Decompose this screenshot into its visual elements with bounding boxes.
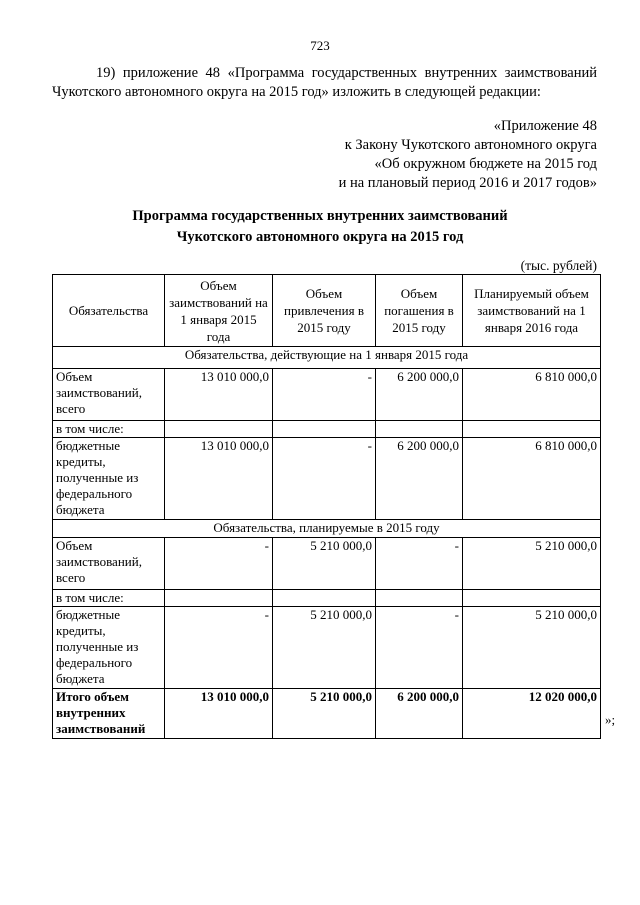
value-cell — [273, 421, 376, 438]
row-label: Объем заимствований, всего — [53, 538, 165, 590]
value-cell — [273, 590, 376, 607]
closing-quote-mark: »; — [605, 712, 616, 727]
value-cell: - — [165, 538, 273, 590]
title-line-2: Чукотского автономного округа на 2015 год — [176, 229, 464, 245]
value-cell: 5 210 000,0 — [463, 607, 601, 689]
section-heading: Обязательства, планируемые в 2015 году — [53, 520, 601, 538]
unit-note: (тыс. рублей) — [520, 258, 597, 273]
value-cell: - — [165, 607, 273, 689]
value-cell: 5 210 000,0 — [273, 538, 376, 590]
value-cell: 6 200 000,0 — [376, 369, 463, 421]
intro-line-2: Чукотского автономного округа на 2015 год» изложить в следующей редакции: — [52, 84, 541, 100]
annex-line-2: к Закону Чукотского автономного округа — [344, 137, 597, 153]
value-cell: - — [273, 438, 376, 520]
value-cell — [165, 421, 273, 438]
value-cell: 6 810 000,0 — [463, 369, 601, 421]
total-value: 12 020 000,0 — [463, 689, 601, 739]
table-row — [53, 421, 601, 438]
annex-line-4: и на плановый период 2016 и 2017 годов» — [338, 175, 597, 191]
page-number: 723 — [310, 38, 330, 53]
total-label: Итого объем внутренних заимствований — [53, 689, 165, 739]
value-cell: 6 200 000,0 — [376, 438, 463, 520]
annex-line-1: «Приложение 48 — [493, 118, 597, 134]
value-cell: - — [376, 538, 463, 590]
table-row — [53, 607, 601, 689]
value-cell: 5 210 000,0 — [463, 538, 601, 590]
total-value: 6 200 000,0 — [376, 689, 463, 739]
document-title — [0, 206, 640, 248]
value-cell: 13 010 000,0 — [165, 438, 273, 520]
total-value: 13 010 000,0 — [165, 689, 273, 739]
intro-line-1: 19) приложение 48 «Программа государственных внутренних заимствований — [96, 65, 597, 81]
table-row — [53, 369, 601, 421]
header-cell: Планируемый объем заимствований на 1 января 2016 года — [463, 275, 601, 347]
value-cell: 6 810 000,0 — [463, 438, 601, 520]
intro-paragraph — [52, 64, 597, 102]
annex-line-3: «Об окружном бюджете на 2015 год — [374, 156, 597, 172]
header-cell: Объем привлечения в 2015 году — [273, 275, 376, 347]
header-cell: Объем заимствований на 1 января 2015 года — [165, 275, 273, 347]
value-cell — [463, 590, 601, 607]
row-label: бюджетные кредиты, полученные из федерального бюджета — [53, 438, 165, 520]
row-label: Объем заимствований, всего — [53, 369, 165, 421]
total-row — [53, 689, 601, 739]
total-value: 5 210 000,0 — [273, 689, 376, 739]
value-cell: 5 210 000,0 — [273, 607, 376, 689]
header-cell: Объем погашения в 2015 году — [376, 275, 463, 347]
row-label: бюджетные кредиты, полученные из федерального бюджета — [53, 607, 165, 689]
row-label: в том числе: — [53, 590, 165, 607]
value-cell: - — [273, 369, 376, 421]
header-cell: Обязательства — [53, 275, 165, 347]
section-row — [53, 520, 601, 538]
value-cell — [463, 421, 601, 438]
table-row — [53, 590, 601, 607]
value-cell: 13 010 000,0 — [165, 369, 273, 421]
table-header-row — [53, 275, 601, 347]
value-cell — [376, 421, 463, 438]
value-cell: - — [376, 607, 463, 689]
section-row — [53, 347, 601, 369]
row-label: в том числе: — [53, 421, 165, 438]
table-row — [53, 438, 601, 520]
borrowing-table — [52, 274, 601, 739]
title-line-1: Программа государственных внутренних заимствований — [132, 208, 508, 224]
table-row — [53, 538, 601, 590]
value-cell — [165, 590, 273, 607]
annex-reference — [339, 117, 597, 193]
section-heading: Обязательства, действующие на 1 января 2015 года — [53, 347, 601, 369]
value-cell — [376, 590, 463, 607]
